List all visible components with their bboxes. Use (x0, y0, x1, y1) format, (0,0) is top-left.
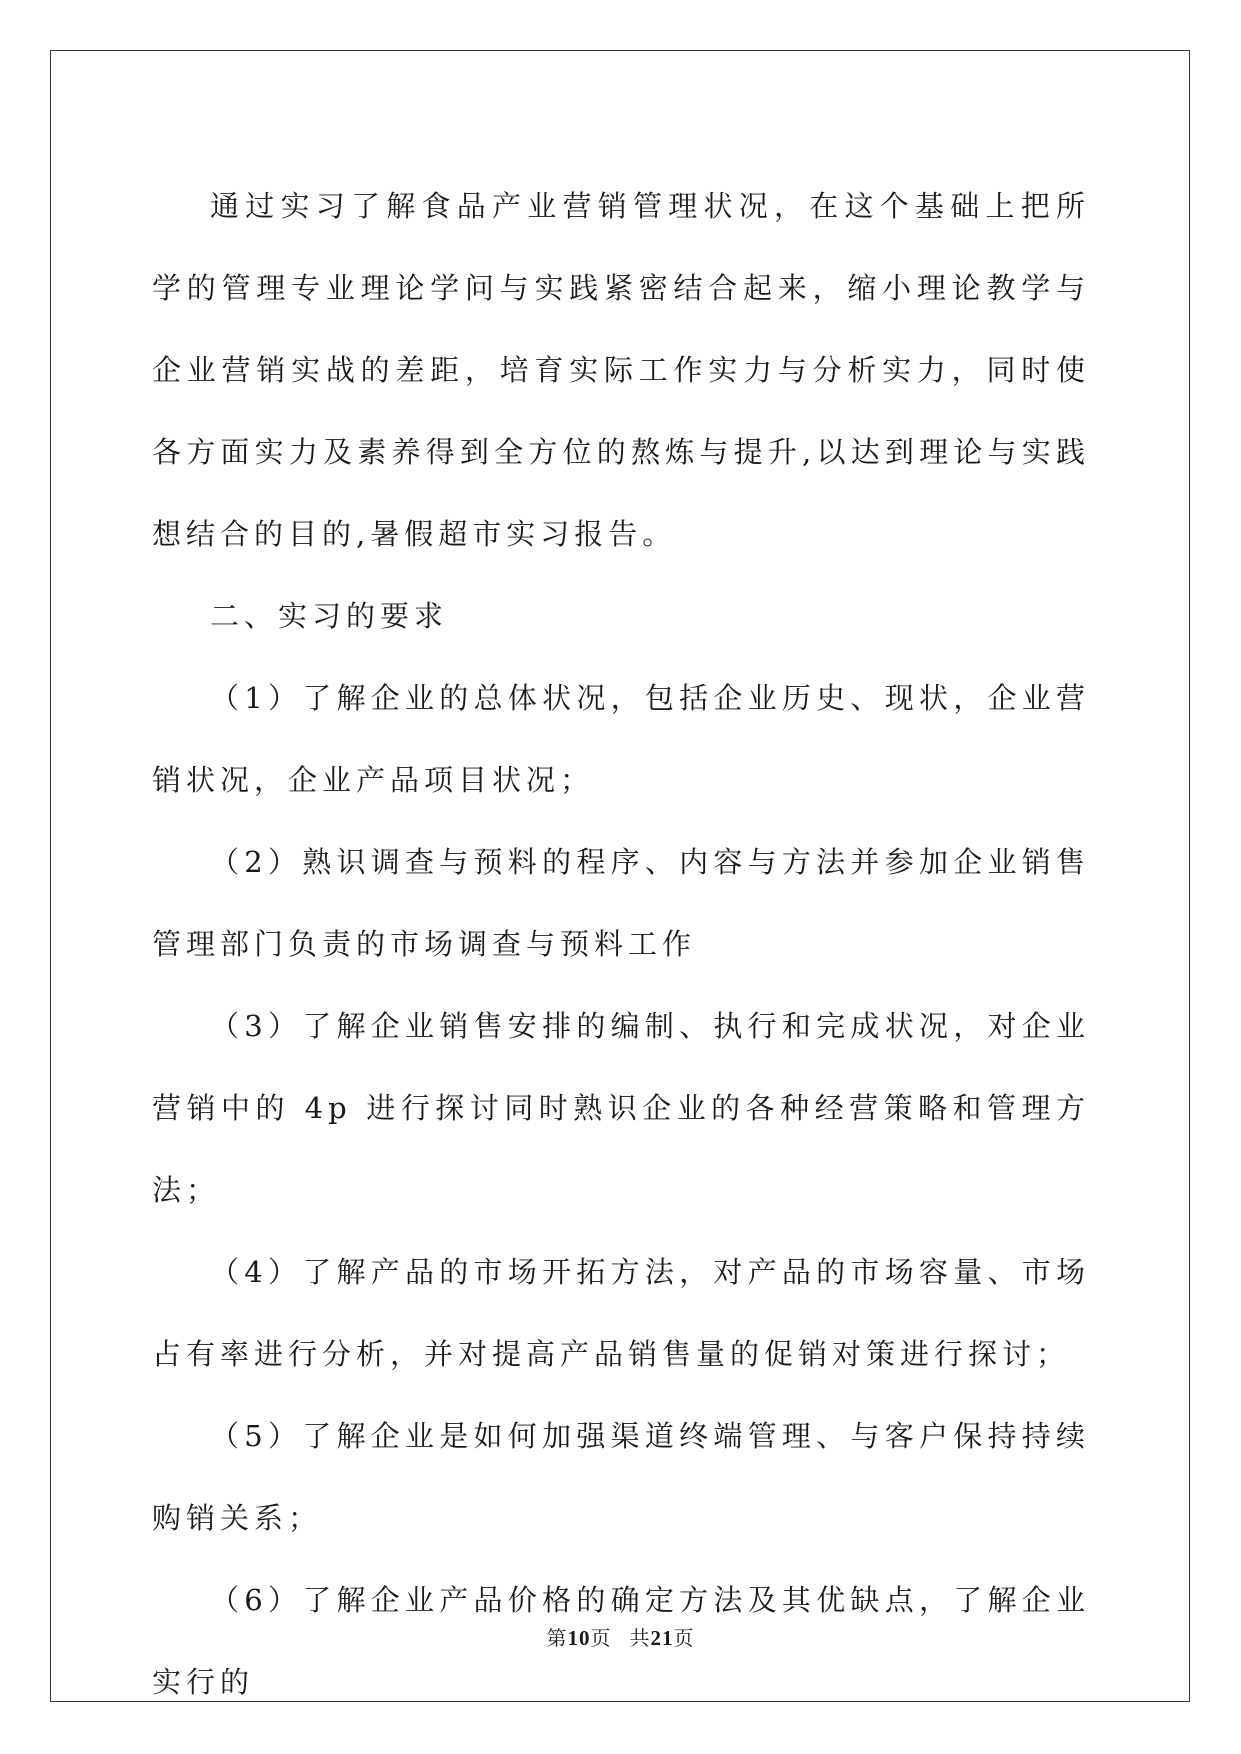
requirement-1: （1）了解企业的总体状况，包括企业历史、现状，企业营销状况，企业产品项目状况； (152, 681, 1090, 797)
page-suffix: 页 (590, 1626, 612, 1650)
document-body (152, 165, 1090, 1723)
requirement-6: （6）了解企业产品价格的确定方法及其优缺点，了解企业实行的 (152, 1583, 1090, 1699)
total-page-number: 21 (650, 1626, 674, 1650)
paragraph-1: 通过实习了解食品产业营销管理状况，在这个基础上把所学的管理专业理论学问与实践紧密结合起来，缩小理论教学与企业营销实战的差距，培育实际工作实力与分析实力，同时使各方面实力及素养得到全方位的熬炼与提升,以达到理论与实践想结合的目的,暑假超市实习报告。 (152, 189, 1090, 551)
page-footer (0, 1626, 1241, 1650)
total-prefix: 共 (629, 1626, 651, 1650)
page-prefix: 第 (546, 1626, 568, 1650)
section-heading: 二、实习的要求 (210, 599, 449, 633)
current-page-number: 10 (567, 1626, 591, 1650)
total-suffix: 页 (673, 1626, 695, 1650)
requirement-5: （5）了解企业是如何加强渠道终端管理、与客户保持持续购销关系； (152, 1419, 1090, 1535)
requirement-2: （2）熟识调查与预料的程序、内容与方法并参加企业销售管理部门负责的市场调查与预料工作 (152, 845, 1090, 961)
requirement-3: （3）了解企业销售安排的编制、执行和完成状况，对企业营销中的 4p 进行探讨同时熟识企业的各种经营策略和管理方法； (152, 1009, 1090, 1207)
requirement-4: （4）了解产品的市场开拓方法，对产品的市场容量、市场占有率进行分析，并对提高产品销售量的促销对策进行探讨； (152, 1255, 1090, 1371)
